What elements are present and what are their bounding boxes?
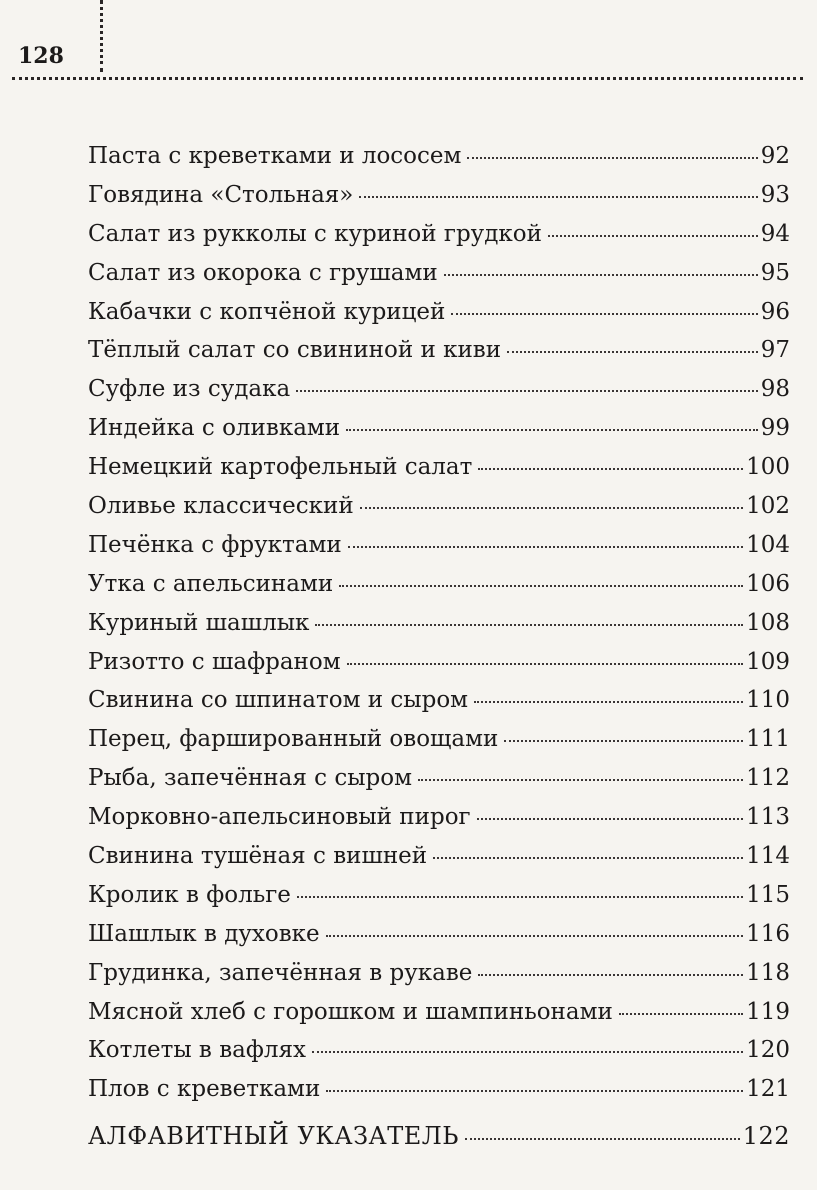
toc-entry-title: Куриный шашлык [88, 609, 310, 636]
toc-entry-page: 108 [746, 609, 790, 636]
toc-entry-page: 116 [746, 920, 790, 947]
toc-entry-title: Мясной хлеб с горошком и шампиньонами [88, 998, 613, 1025]
toc-entry-title: Грудинка, запечённая в рукаве [88, 959, 473, 986]
dot-leader [347, 663, 743, 665]
toc-entry[interactable] [88, 915, 790, 954]
toc-entry-page: 118 [746, 959, 790, 986]
toc-entry-title: Ризотто с шафраном [88, 648, 341, 675]
dot-leader [312, 1051, 743, 1053]
toc-entry-page: 121 [746, 1076, 790, 1103]
toc-entry[interactable] [88, 526, 790, 565]
toc-entry-title: Говядина «Стольная» [88, 181, 354, 208]
toc-entry-page: 106 [746, 570, 790, 597]
toc-entry-title: Салат из окорока с грушами [88, 259, 438, 286]
header-vertical-dotted-rule [100, 0, 103, 72]
toc-entry-page: 113 [746, 804, 790, 831]
toc-entry-title: АЛФАВИТНЫЙ УКАЗАТЕЛЬ [88, 1122, 459, 1150]
dot-leader [504, 740, 743, 742]
dot-leader [619, 1013, 743, 1015]
toc-entry-page: 102 [746, 493, 790, 520]
toc-entry-page: 99 [760, 415, 790, 442]
toc-entry-title: Морковно-апельсиновый пирог [88, 804, 471, 831]
toc-entry[interactable] [88, 565, 790, 604]
toc-entry-page: 115 [746, 881, 790, 908]
dot-leader [418, 779, 743, 781]
dot-leader [548, 235, 758, 237]
toc-entry-page: 92 [760, 143, 790, 169]
toc-entry-alphabetical-index[interactable] [88, 1117, 790, 1156]
dot-leader [451, 313, 757, 315]
toc-entry-page: 104 [746, 531, 790, 558]
toc-entry[interactable] [88, 331, 790, 370]
dot-leader [348, 546, 743, 548]
header-horizontal-dotted-rule [12, 77, 803, 80]
dot-leader [326, 1090, 743, 1092]
toc-entry-title: Плов с креветками [88, 1076, 321, 1103]
toc-entry-title: Индейка с оливками [88, 415, 341, 442]
toc-entry[interactable] [88, 759, 790, 798]
toc-entry[interactable] [88, 681, 790, 720]
toc-entry-title: Немецкий картофельный салат [88, 454, 473, 481]
toc-entry-page: 97 [760, 337, 790, 364]
toc-entry-title: Салат из рукколы с куриной грудкой [88, 220, 542, 247]
toc-entry-page: 93 [760, 181, 790, 208]
dot-leader [360, 507, 743, 509]
toc-entry[interactable] [88, 293, 790, 332]
dot-leader [467, 157, 757, 159]
toc-entry-title: Кабачки с копчёной курицей [88, 298, 446, 325]
toc-entry[interactable] [88, 370, 790, 409]
toc-entry-page: 120 [746, 1037, 790, 1064]
dot-leader [296, 390, 757, 392]
page-number: 128 [18, 43, 64, 69]
dot-leader [474, 701, 743, 703]
toc-entry-page: 109 [746, 648, 790, 675]
toc-entry-title: Оливье классический [88, 493, 354, 520]
toc-entry-page: 98 [760, 376, 790, 403]
toc-entry[interactable] [88, 876, 790, 915]
toc-entry-page: 122 [742, 1122, 790, 1150]
toc-entry-title: Перец, фаршированный овощами [88, 726, 499, 753]
toc-entry[interactable] [88, 993, 790, 1032]
toc-entry[interactable] [88, 798, 790, 837]
toc-entry[interactable] [88, 215, 790, 254]
toc-entry[interactable] [88, 137, 790, 176]
toc-entry-page: 111 [746, 726, 790, 753]
toc-entry[interactable] [88, 487, 790, 526]
toc-entry-title: Шашлык в духовке [88, 920, 320, 947]
toc-entry[interactable] [88, 1070, 790, 1109]
toc-entry-page: 110 [746, 687, 790, 714]
dot-leader [478, 974, 743, 976]
dot-leader [326, 935, 743, 937]
toc-entry[interactable] [88, 254, 790, 293]
table-of-contents [88, 137, 790, 1109]
toc-entry[interactable] [88, 448, 790, 487]
toc-entry[interactable] [88, 1031, 790, 1070]
toc-entry-title: Свинина со шпинатом и сыром [88, 687, 469, 714]
toc-entry-title: Паста с креветками и лососем [88, 143, 462, 169]
toc-entry-title: Тёплый салат со свининой и киви [88, 337, 502, 364]
toc-entry[interactable] [88, 409, 790, 448]
toc-entry-page: 94 [760, 220, 790, 247]
dot-leader [346, 429, 758, 431]
dot-leader [444, 274, 758, 276]
dot-leader [339, 585, 743, 587]
toc-entry-title: Утка с апельсинами [88, 570, 334, 597]
dot-leader [507, 351, 758, 353]
toc-entry[interactable] [88, 643, 790, 682]
dot-leader [297, 896, 743, 898]
toc-entry[interactable] [88, 837, 790, 876]
toc-entry-page: 114 [746, 843, 790, 870]
toc-entry-title: Котлеты в вафлях [88, 1037, 306, 1064]
toc-entry[interactable] [88, 176, 790, 215]
toc-entry-page: 100 [746, 454, 790, 481]
toc-entry-title: Рыба, запечённая с сыром [88, 765, 413, 792]
toc-entry-title: Суфле из судака [88, 376, 291, 403]
toc-entry-page: 95 [760, 259, 790, 286]
dot-leader [433, 857, 743, 859]
dot-leader [359, 196, 757, 198]
dot-leader [315, 624, 743, 626]
toc-entry[interactable] [88, 954, 790, 993]
toc-entry-page: 96 [760, 298, 790, 325]
toc-entry-page: 119 [746, 998, 790, 1025]
dot-leader [465, 1138, 740, 1140]
dot-leader [477, 818, 744, 820]
toc-entry-title: Кролик в фольге [88, 881, 291, 908]
toc-entry-page: 112 [746, 765, 790, 792]
toc-entry[interactable] [88, 720, 790, 759]
toc-entry-title: Свинина тушёная с вишней [88, 843, 428, 870]
toc-entry-title: Печёнка с фруктами [88, 531, 342, 558]
toc-entry[interactable] [88, 604, 790, 643]
alphabetical-index-section [88, 1117, 790, 1156]
dot-leader [478, 468, 743, 470]
